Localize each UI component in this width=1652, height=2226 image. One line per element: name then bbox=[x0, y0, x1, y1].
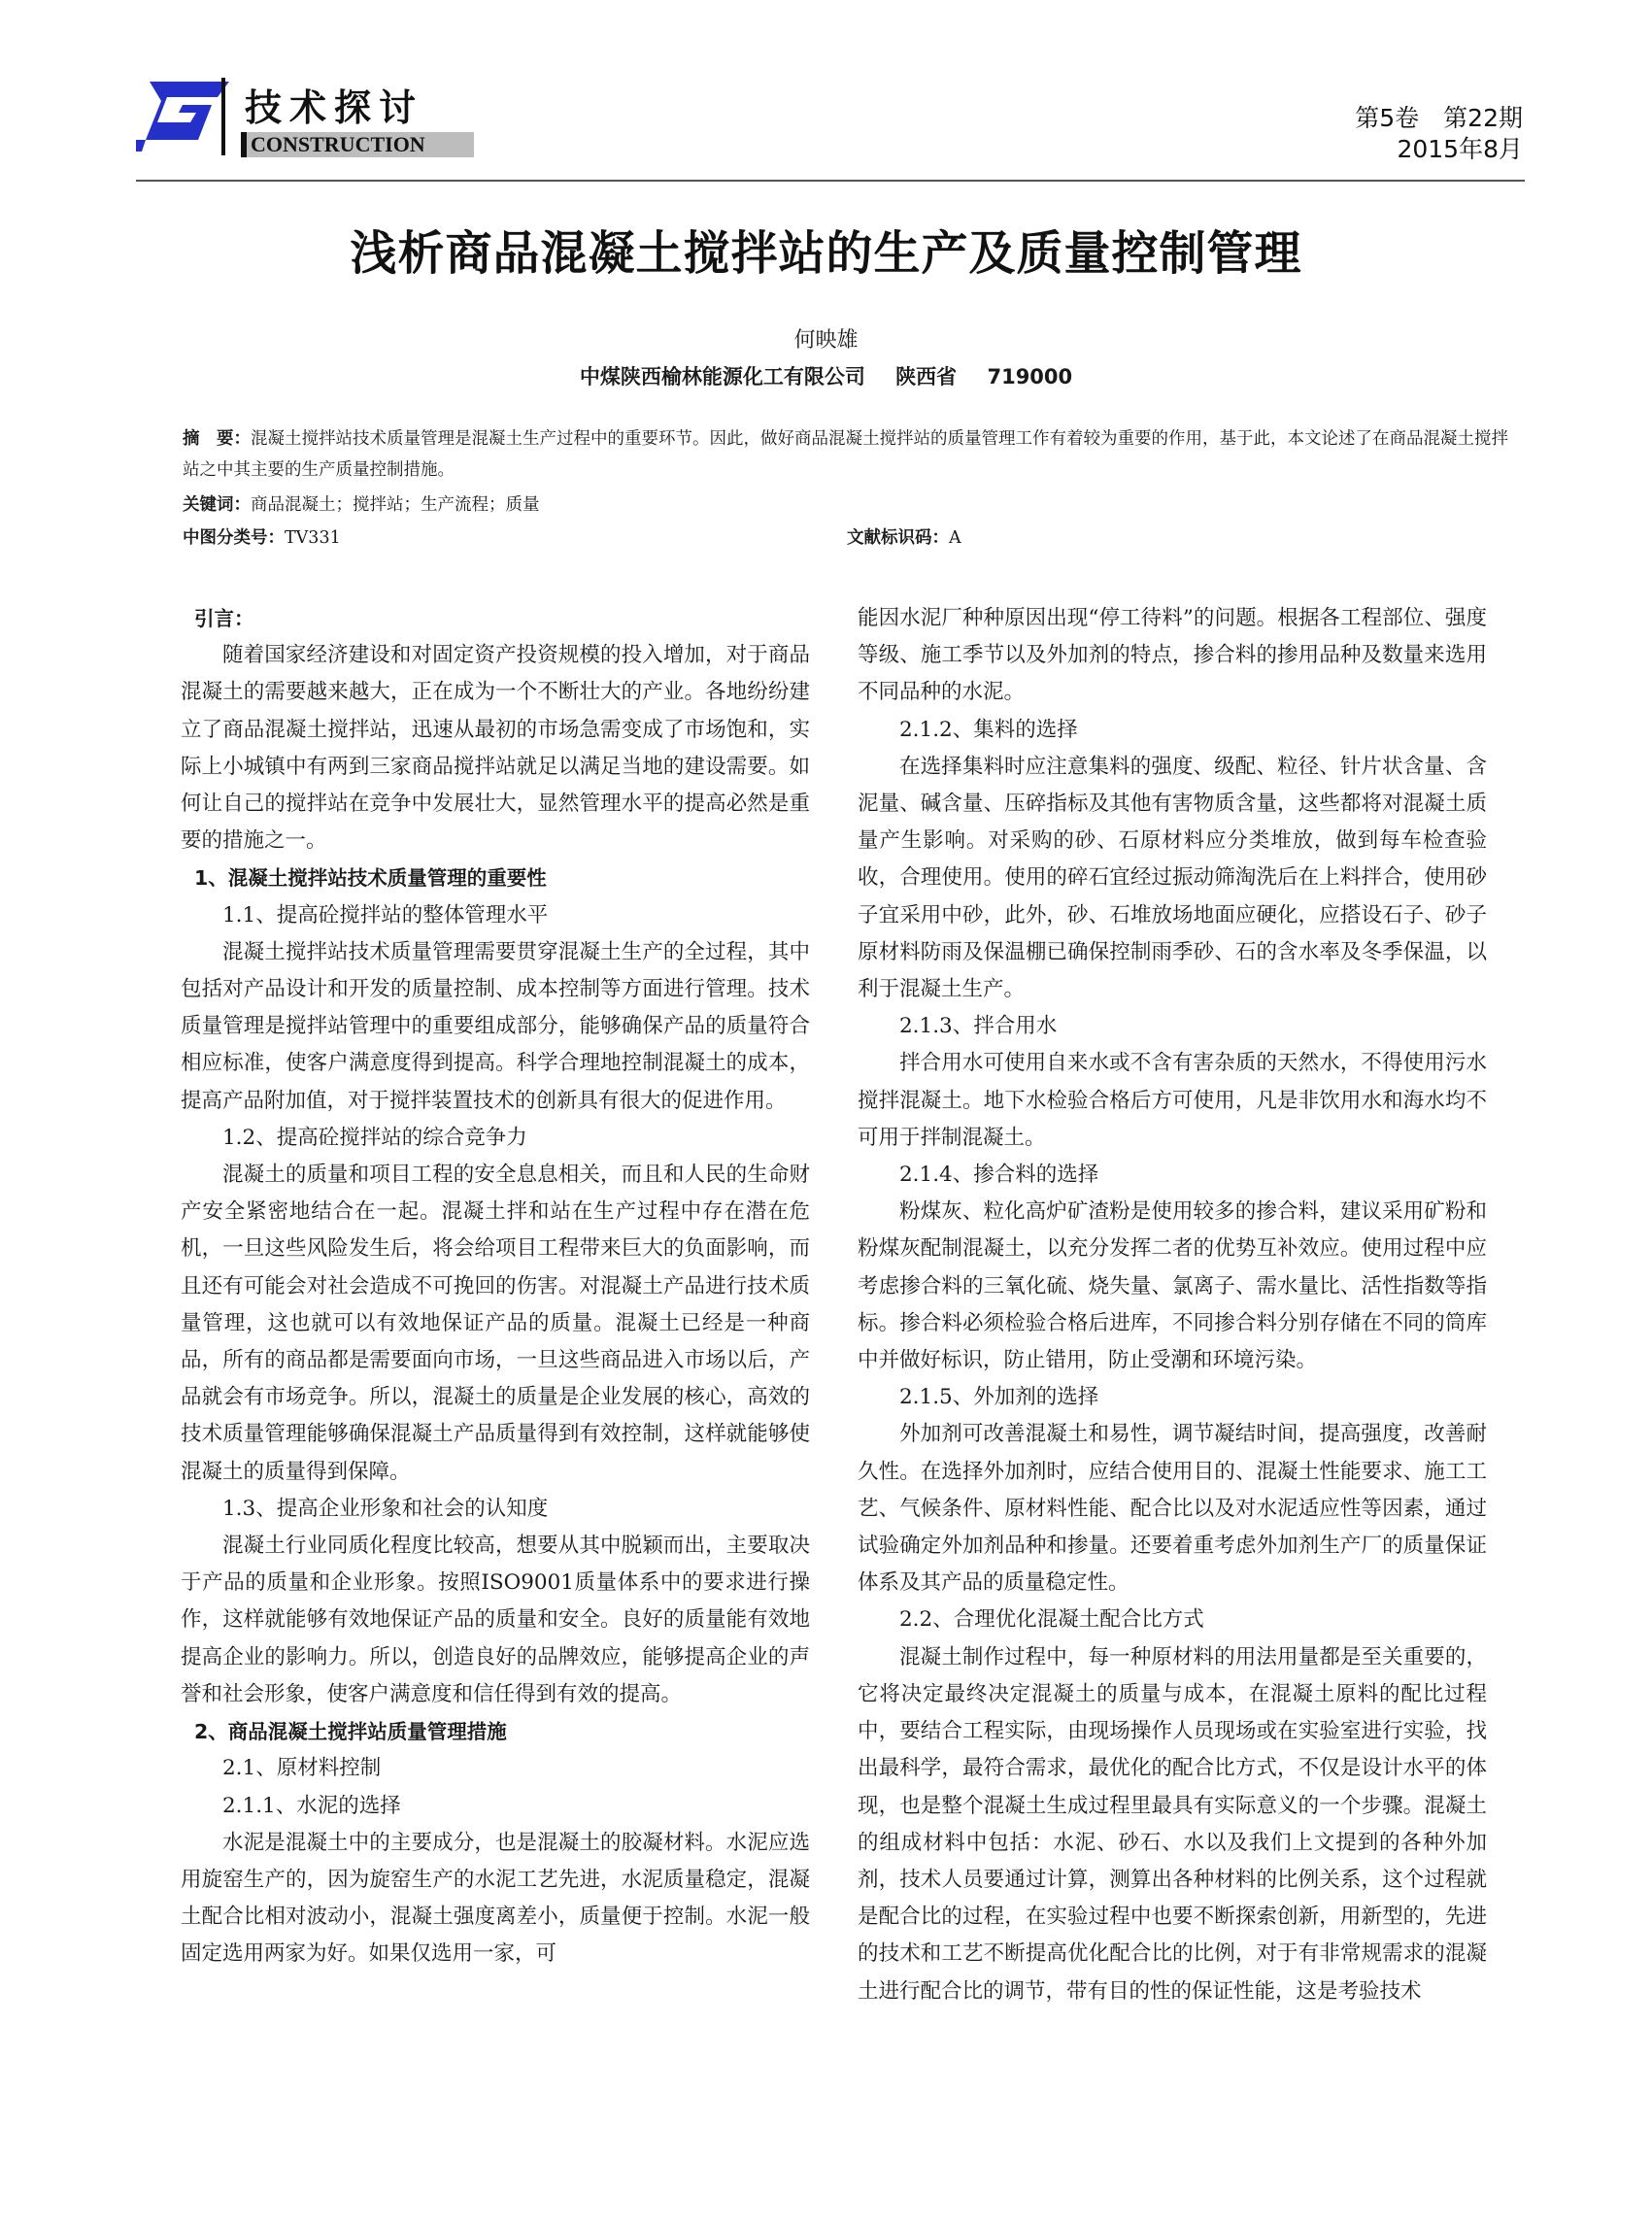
keywords-text: 商品混凝土；搅拌站；生产流程；质量 bbox=[251, 495, 540, 515]
abstract bbox=[183, 423, 1523, 486]
subsection-heading: 2.2、合理优化混凝土配合比方式 bbox=[899, 1607, 1204, 1633]
body-paragraph: 混凝土行业同质化程度比较高，想要从其中脱颖而出，主要取决于产品的质量和企业形象。按照ISO9001质量体系中的要求进行操作，这样就能够有效地保证产品的质量和安全。良好的质量能有效地提高企业的影响力。所以，创造良好的品牌效应，能够提高企业的声誉和社会形象，使客户满意度和信任得到有效的提高。 bbox=[181, 1534, 810, 1706]
body-paragraph: 粉煤灰、粒化高炉矿渣粉是使用较多的掺合料，建议采用矿粉和粉煤灰配制混凝土，以充分发挥二者的优势互补效应。使用过程中应考虑掺合料的三氧化硫、烧失量、氯离子、需水量比、活性指数等指标。掺合料必须检验合格后进库，不同掺合料分别存储在不同的筒库中并做好标识，防止错用，防止受潮和环境污染。 bbox=[858, 1199, 1487, 1373]
body-column-right bbox=[858, 600, 1487, 2010]
keywords-label: 关键词： bbox=[183, 495, 251, 515]
volume-issue: 第5卷 第22期 bbox=[1355, 104, 1523, 132]
issue-info bbox=[1355, 103, 1523, 165]
affiliation-postcode: 719000 bbox=[987, 365, 1073, 388]
body-paragraph: 随着国家经济建设和对固定资产投资规模的投入增加，对于商品混凝土的需要越来越大，正在成为一个不断壮大的产业。各地纷纷建立了商品混凝土搅拌站，迅速从最初的市场急需变成了市场饱和，实际上小城镇中有两到三家商品搅拌站就足以满足当地的建设需要。如何让自己的搅拌站在竞争中发展壮大，显然管理水平的提高必然是重要的措施之一。 bbox=[181, 643, 810, 854]
body-paragraph: 混凝土的质量和项目工程的安全息息相关，而且和人民的生命财产安全紧密地结合在一起。混凝土拌和站在生产过程中存在潜在危机，一旦这些风险发生后，将会给项目工程带来巨大的负面影响，而且还有可能会对社会造成不可挽回的伤害。对混凝土产品进行技术质量管理，这也就可以有效地保证产品的质量。混凝土已经是一种商品，所有的商品都是需要面向市场，一旦这些商品进入市场以后，产品就会有市场竞争。所以，混凝土的质量是企业发展的核心，高效的技术质量管理能够确保混凝土产品质量得到有效控制，这样就能够使混凝土的质量得到保障。 bbox=[181, 1163, 810, 1484]
section-heading: 1、混凝土搅拌站技术质量管理的重要性 bbox=[194, 866, 547, 891]
classification-value: TV331 bbox=[285, 528, 341, 548]
body-paragraph: 水泥是混凝土中的主要成分，也是混凝土的胶凝材料。水泥应选用旋窑生产的，因为旋窑生产的水泥工艺先进，水泥质量稳定，混凝土配合比相对波动小，混凝土强度离差小，质量便于控制。水泥一般固定选用两家为好。如果仅选用一家，可 bbox=[181, 1830, 810, 1967]
classification-number bbox=[183, 524, 341, 549]
body-column-left bbox=[181, 600, 810, 1973]
subsection-heading: 2.1.4、掺合料的选择 bbox=[899, 1163, 1099, 1188]
abstract-label: 摘 要： bbox=[183, 429, 251, 449]
abstract-text: 混凝土搅拌站技术质量管理是混凝土生产过程中的重要环节。因此，做好商品混凝土搅拌站的质量管理工作有着较为重要的作用，基于此，本文论述了在商品混凝土搅拌站之中其主要的生产质量控制措施。 bbox=[183, 429, 1508, 480]
paper-title: 浅析商品混凝土搅拌站的生产及质量控制管理 bbox=[350, 226, 1302, 281]
body-paragraph: 在选择集料时应注意集料的强度、级配、粒径、针片状含量、含泥量、碱含量、压碎指标及其他有害物质含量，这些都将对混凝土质量产生影响。对采购的砂、石原材料应分类堆放，做到每车检查验收，合理使用。使用的碎石宜经过振动筛淘洗后在上料拌合，使用砂子宜采用中砂，此外，砂、石堆放场地面应硬化，应搭设石子、砂子原材料防雨及保温棚已确保控制雨季砂、石的含水率及冬季保温，以利于混凝土生产。 bbox=[858, 754, 1487, 1002]
journal-header bbox=[136, 78, 1534, 175]
affiliation-org: 中煤陕西榆林能源化工有限公司 bbox=[579, 365, 865, 388]
construction-logo-icon bbox=[136, 78, 233, 155]
classification-label: 中图分类号： bbox=[183, 528, 285, 548]
intro-heading: 引言： bbox=[194, 607, 254, 630]
affiliation bbox=[0, 361, 1652, 390]
subsection-heading: 2.1.2、集料的选择 bbox=[899, 717, 1078, 742]
header-divider bbox=[136, 180, 1525, 182]
subsection-heading: 1.1、提高砼搅拌站的整体管理水平 bbox=[222, 902, 549, 928]
magazine-title-en: CONSTRUCTION bbox=[241, 132, 474, 157]
document-code-value: A bbox=[949, 528, 961, 548]
document-code bbox=[847, 524, 961, 549]
body-paragraph: 混凝土搅拌站技术质量管理需要贯穿混凝土生产的全过程，其中包括对产品设计和开发的质量控制、成本控制等方面进行管理。技术质量管理是搅拌站管理中的重要组成部分，能够确保产品的质量符合相应标准，使客户满意度得到提高。科学合理地控制混凝土的成本，提高产品附加值，对于搅拌装置技术的创新具有很大的促进作用。 bbox=[181, 939, 810, 1113]
section-heading: 2、商品混凝土搅拌站质量管理措施 bbox=[194, 1720, 507, 1744]
document-code-label: 文献标识码： bbox=[847, 528, 949, 548]
affiliation-province: 陕西省 bbox=[895, 365, 958, 388]
subsection-heading: 2.1.1、水泥的选择 bbox=[222, 1793, 401, 1818]
body-paragraph: 拌合用水可使用自来水或不含有害杂质的天然水，不得使用污水搅拌混凝土。地下水检验合格后方可使用，凡是非饮用水和海水均不可用于拌制混凝土。 bbox=[858, 1051, 1487, 1150]
body-paragraph: 外加剂可改善混凝土和易性，调节凝结时间，提高强度，改善耐久性。在选择外加剂时，应结合使用目的、混凝土性能要求、施工工艺、气候条件、原材料性能、配合比以及对水泥适应性等因素，通过试验确定外加剂品种和掺量。还要着重考虑外加剂生产厂的质量保证体系及其产品的质量稳定性。 bbox=[858, 1422, 1487, 1596]
author-name: 何映雄 bbox=[793, 328, 859, 353]
keywords bbox=[183, 491, 540, 516]
subsection-heading: 1.3、提高企业形象和社会的认知度 bbox=[222, 1496, 549, 1521]
subsection-heading: 1.2、提高砼搅拌站的综合竞争力 bbox=[222, 1125, 527, 1150]
subsection-heading: 2.1.3、拌合用水 bbox=[899, 1014, 1058, 1039]
body-paragraph-continued: 能因水泥厂种种原因出现“停工待料”的问题。根据各工程部位、强度等级、施工季节以及外加剂的特点，掺合料的掺用品种及数量来选用不同品种的水泥。 bbox=[858, 606, 1487, 705]
magazine-title-zh: 技术探讨 bbox=[245, 86, 424, 129]
subsection-heading: 2.1、原材料控制 bbox=[222, 1756, 382, 1781]
issue-date: 2015年8月 bbox=[1397, 135, 1523, 163]
body-paragraph: 混凝土制作过程中，每一种原材料的用法用量都是至关重要的，它将决定最终决定混凝土的质量与成本，在混凝土原料的配比过程中，要结合工程实际，由现场操作人员现场或在实验室进行实验，找出最科学，最符合需求，最优化的配合比方式，不仅是设计水平的体现，也是整个混凝土生成过程里最具有实际意义的一个步骤。混凝土的组成材料中包括：水泥、砂石、水以及我们上文提到的各种外加剂，技术人员要通过计算，测算出各种材料的比例关系，这个过程就是配合比的过程，在实验过程中也要不断探索创新，用新型的，先进的技术和工艺不断提高优化配合比的比例，对于有非常规需求的混凝土进行配合比的调节，带有目的性的保证性能，这是考验技术 bbox=[858, 1644, 1487, 2004]
subsection-heading: 2.1.5、外加剂的选择 bbox=[899, 1385, 1099, 1410]
